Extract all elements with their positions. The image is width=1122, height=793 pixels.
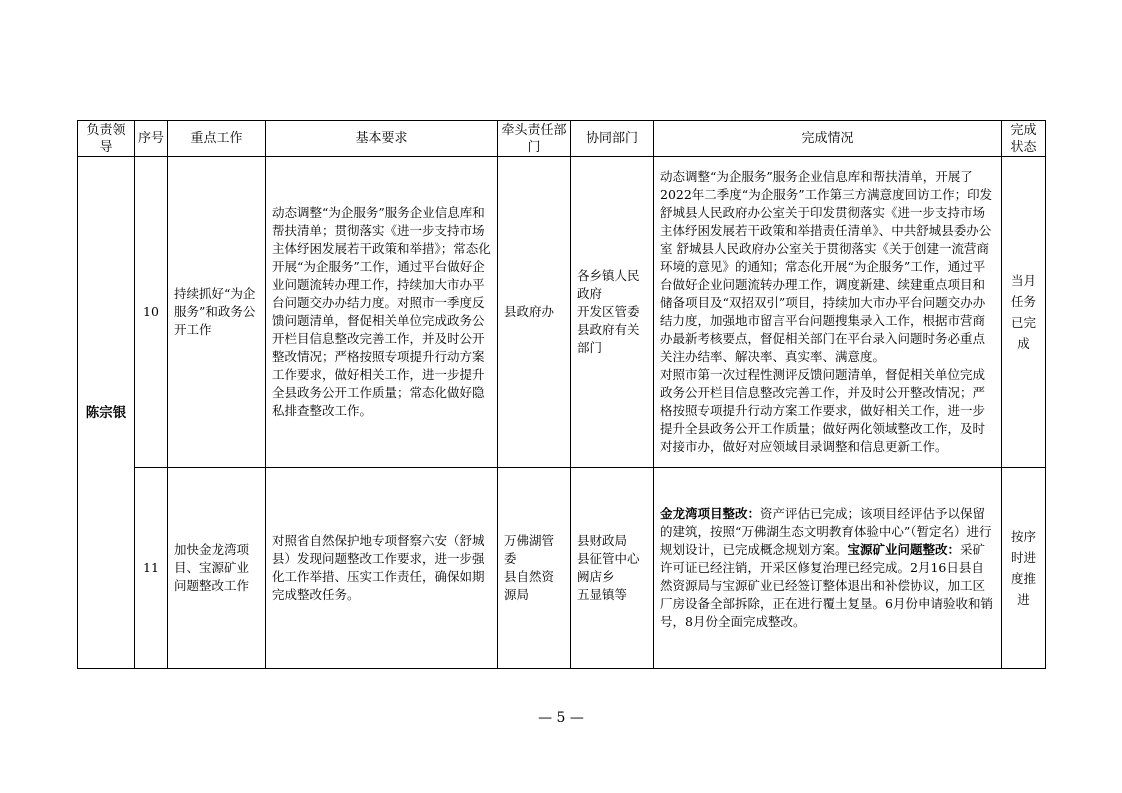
completion-state: 当月任务已完成 [1002, 157, 1046, 468]
row-number: 11 [135, 468, 168, 669]
header-number: 序号 [135, 121, 168, 157]
cooperating-departments [571, 157, 654, 468]
header-leader: 负责领导 [78, 121, 135, 157]
progress-text-baoyuan: 采矿许可证已经注销，开采区修复治理已经完成。2月16日县自然资源局与宝源矿业已经签订整体退出和补偿协议，加工区厂房设备全部拆除，正在进行覆土复垦。6月份申请验收和销号，8月份全面完成整改。 [660, 542, 993, 629]
lead-department [498, 468, 571, 669]
completion-status-detail [654, 157, 1002, 468]
progress-text-jinlongwan: 资产评估已完成；该项目经评估予以保留的建筑，按照“万佛湖生态文明教育体验中心”（暂定名）进行规划设计，已完成概念规划方案。 [660, 506, 992, 557]
header-status: 完成状态 [1002, 121, 1046, 157]
header-lead-dept: 牵头责任部门 [498, 121, 571, 157]
coop-dept-line: 县政府有关部门 [577, 322, 640, 355]
cooperating-departments [571, 468, 654, 669]
key-task: 加快金龙湾项目、宝源矿业问题整改工作 [168, 468, 266, 669]
row-number: 10 [135, 157, 168, 468]
completion-state: 按序时进度推进 [1002, 468, 1046, 669]
progress-heading-baoyuan: 宝源矿业问题整改： [847, 542, 961, 557]
coop-dept-line: 各乡镇人民政府 [577, 268, 640, 301]
page-number: — 5 — [538, 710, 584, 726]
progress-heading-jinlongwan: 金龙湾项目整改： [660, 506, 761, 521]
work-progress-table [77, 120, 1046, 669]
responsible-leader: 陈宗银 [78, 157, 135, 669]
header-coop-dept: 协同部门 [571, 121, 654, 157]
progress-paragraph: 动态调整“为企服务”服务企业信息库和帮扶清单，开展了2022年二季度“为企服务”工作第三方满意度回访工作；印发舒城县人民政府办公室关于印发贯彻落实《进一步支持市场主体纾困发展若干政策和举措责任清单》、中共舒城县委办公室 舒城县人民政府办公室关于贯彻落实《关于创建一流营商环境的意见》的通知；常态化开展“为企服务”工作，通过平台做好企业问题流转办理工作，调度新建、续建重点项目和储备项目及“双招双引”项目，持续加大市办平台问题交办办结力度，加强地市留言平台问题搜集录入工作，根据市营商办最新考核要点，督促相关部门在平台录入问题时务必重点关注办结率、解决率、真实率、满意度。 [660, 169, 993, 364]
coop-dept-line: 县征管中心 [577, 551, 640, 566]
coop-dept-line: 开发区管委 [577, 304, 640, 319]
header-requirement: 基本要求 [266, 121, 498, 157]
coop-dept-line: 阙店乡 [577, 569, 615, 584]
lead-dept-line: 万佛湖管委 [504, 533, 555, 566]
header-progress: 完成情况 [654, 121, 1002, 157]
table-header-row [78, 121, 1046, 157]
coop-dept-line: 县财政局 [577, 533, 628, 548]
completion-status-detail [654, 468, 1002, 669]
progress-paragraph: 对照市第一次过程性测评反馈问题清单，督促相关单位完成政务公开栏目信息整改完善工作，并及时公开整改情况；严格按照专项提升行动方案工作要求，做好相关工作，进一步提升全县政务公开工作质量；做好两化领域整改工作，及时对接市办，做好对应领域目录调整和信息更新工作。 [660, 367, 986, 454]
header-key-task: 重点工作 [168, 121, 266, 157]
key-task: 持续抓好“为企服务”和政务公开工作 [168, 157, 266, 468]
basic-requirement: 对照省自然保护地专项督察六安（舒城县）发现问题整改工作要求，进一步强化工作举措、压实工作责任，确保如期完成整改任务。 [266, 468, 498, 669]
table-row [78, 468, 1046, 669]
lead-dept-line: 县自然资源局 [504, 569, 555, 602]
coop-dept-line: 五显镇等 [577, 587, 628, 602]
basic-requirement: 动态调整“为企服务”服务企业信息库和帮扶清单；贯彻落实《进一步支持市场主体纾困发展若干政策和举措》；常态化开展“为企服务”工作，通过平台做好企业问题流转办理工作，持续加大市办平台问题交办办结力度。对照市一季度反馈问题清单，督促相关单位完成政务公开栏目信息整改完善工作，并及时公开整改情况；严格按照专项提升行动方案工作要求，做好相关工作，进一步提升全县政务公开工作质量；常态化做好隐私排查整改工作。 [266, 157, 498, 468]
table-row [78, 157, 1046, 468]
lead-department: 县政府办 [498, 157, 571, 468]
